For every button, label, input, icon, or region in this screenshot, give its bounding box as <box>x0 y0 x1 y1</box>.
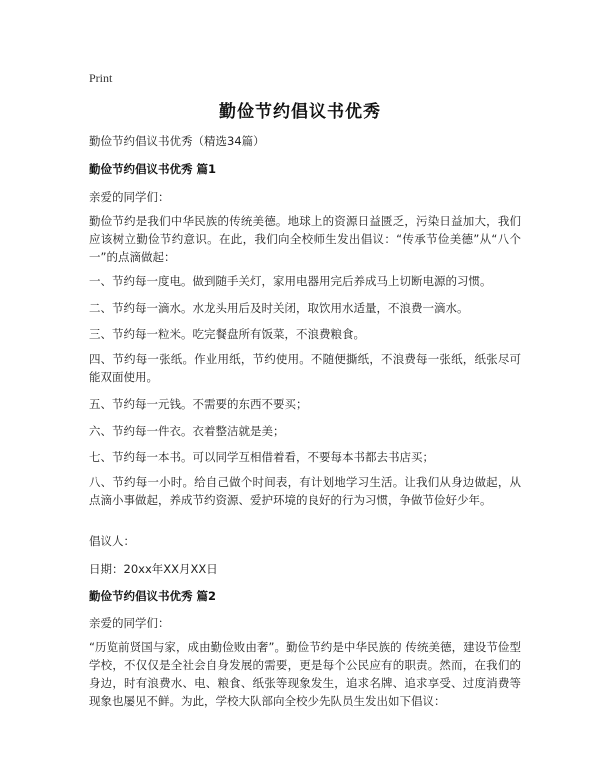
page-title: 勤俭节约倡议书优秀 <box>219 102 381 122</box>
list-item: 六、节约每一件衣。衣着整洁就是美； <box>89 424 285 438</box>
section-1-heading: 勤俭节约倡议书优秀 篇1 <box>89 162 217 176</box>
section-1-signer: 倡议人： <box>89 534 135 548</box>
section-2-heading: 勤俭节约倡议书优秀 篇2 <box>89 589 217 603</box>
list-item: 五、节约每一元钱。不需要的东西不要买； <box>89 397 308 411</box>
list-item: 八、节约每一小时。给自己做个时间表，有计划地学习生活。让我们从身边做起，从点滴小事做起，养成节约资源、爱护环境的良好的行为习惯，争做节俭好少年。 <box>89 475 521 507</box>
section-1-date: 日期：20xx年XX月XX日 <box>89 562 218 576</box>
section-2-intro: “历览前贤国与家，成由勤俭败由奢”。勤俭节约是中华民族的 传统美德，建设节俭型学校，不仅仅是全社会自身发展的需要，更是每个公民应有的职责。然而，在我们的身边，时有浪费水、电、粮食、纸张等现象发生，追求名牌、追求享受、过度消费等现象也屡见不鲜。为此，学校大队部向全校少先队员生发出如下倡议： <box>89 640 521 708</box>
print-label[interactable]: Print <box>89 71 113 85</box>
list-item: 二、节约每一滴水。水龙头用后及时关闭，取饮用水适量，不浪费一滴水。 <box>89 301 469 315</box>
section-1-intro: 勤俭节约是我们中华民族的传统美德。地球上的资源日益匮乏，污染日益加大，我们应该树立勤俭节约意识。在此，我们向全校师生发出倡议：“传承节俭美德”从“八个一”的点滴做起： <box>89 214 521 264</box>
list-item: 七、节约每一本书。可以同学互相借着看，不要每本书都去书店买； <box>89 450 434 464</box>
document-subtitle: 勤俭节约倡议书优秀（精选34篇） <box>89 134 265 148</box>
list-item: 三、节约每一粒米。吃完餐盘所有饭菜，不浪费粮食。 <box>89 327 365 341</box>
list-item: 四、节约每一张纸。作业用纸，节约使用。不随便撕纸，不浪费每一张纸，纸张尽可能双面使用。 <box>89 352 521 384</box>
section-2-greeting: 亲爱的同学们： <box>89 616 170 630</box>
section-1-greeting: 亲爱的同学们： <box>89 190 170 204</box>
list-item: 一、节约每一度电。做到随手关灯，家用电器用完后养成马上切断电源的习惯。 <box>89 274 492 288</box>
